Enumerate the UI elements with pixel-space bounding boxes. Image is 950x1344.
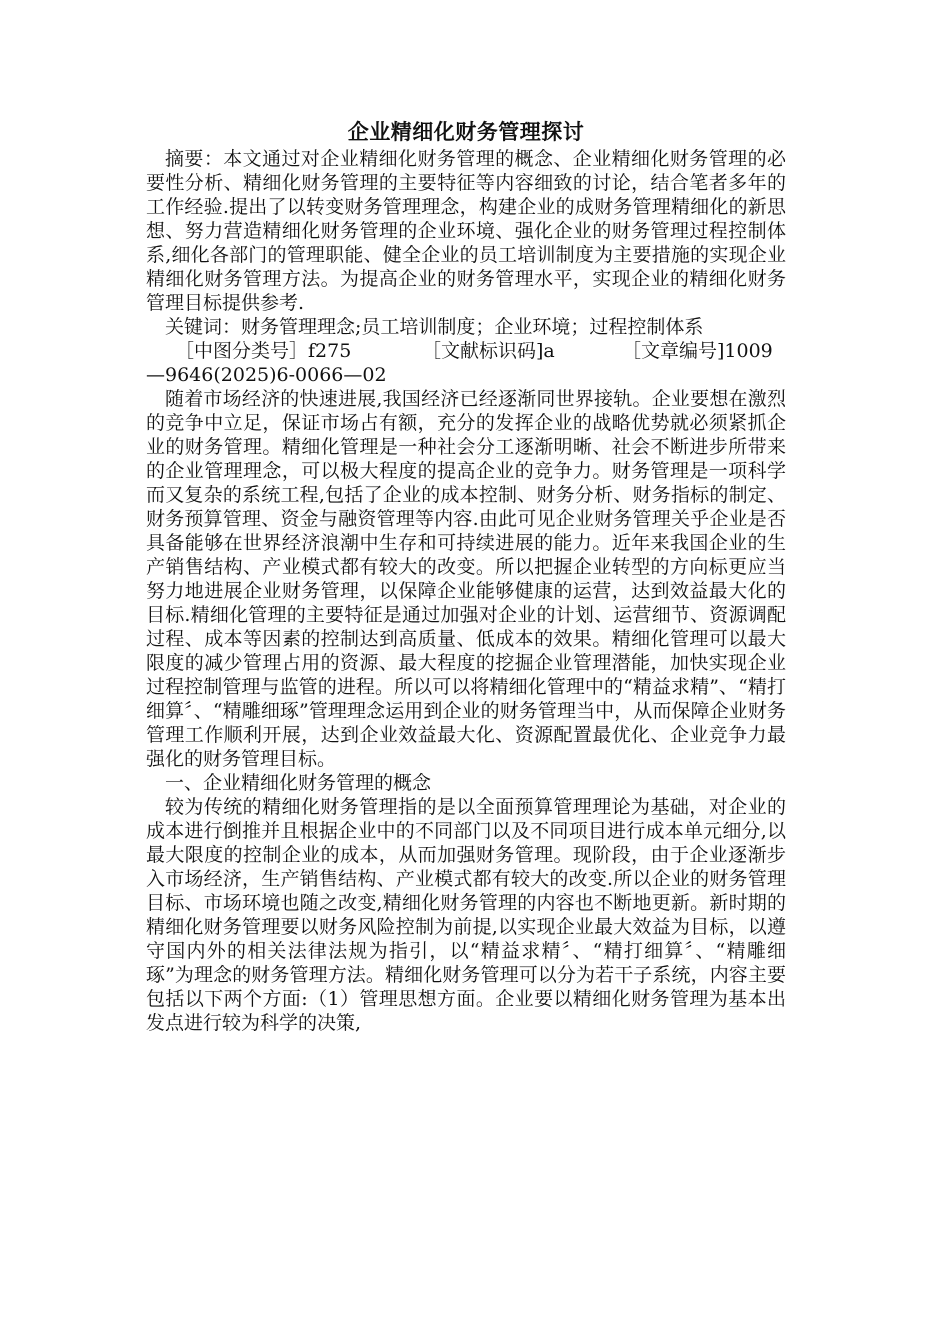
section-heading-1: 一、企业精细化财务管理的概念: [165, 772, 432, 794]
document-code: ［文献标识码]a: [422, 340, 555, 362]
article-number-continuation: —9646(2025)6-0066—02: [146, 364, 387, 386]
document-page: [146, 118, 786, 1035]
keywords-paragraph: 关键词：财务管理理念;员工培训制度；企业环境；过程控制体系: [165, 316, 704, 338]
document-title: 企业精细化财务管理探讨: [347, 119, 585, 144]
classification-row: [146, 339, 786, 363]
section-1-paragraph: 较为传统的精细化财务管理指的是以全面预算管理理论为基础，对企业的成本进行倒推并且根据企业中的不同部门以及不同项目进行成本单元细分,以最大限度的控制企业的成本，从而加强财务管理。现阶段，由于企业逐渐步入市场经济，生产销售结构、产业模式都有较大的改变.所以企业的财务管理目标、市场环境也随之改变,精细化财务管理的内容也不断地更新。新时期的精细化财务管理要以财务风险控制为前提,以实现企业最大效益为目标，以遵守国内外的相关法律法规为指引，以“精益求精〞、“精打细算〞、“精雕细琢”为理念的财务管理方法。精细化财务管理可以分为若干子系统，内容主要包括以下两个方面:（1）管理思想方面。企业要以精细化财务管理为基本出发点进行较为科学的决策,: [146, 796, 786, 1034]
article-number: ［文章编号]1009: [622, 340, 773, 362]
intro-paragraph: 随着市场经济的快速进展,我国经济已经逐渐同世界接轨。企业要想在激烈的竞争中立足，保证市场占有额，充分的发挥企业的战略优势就必须紧抓企业的财务管理。精细化管理是一种社会分工逐渐明晰、社会不断进步所带来的企业管理理念，可以极大程度的提高企业的竞争力。财务管理是一项科学而又复杂的系统工程,包括了企业的成本控制、财务分析、财务指标的制定、财务预算管理、资金与融资管理等内容.由此可见企业财务管理关乎企业是否具备能够在世界经济浪潮中生存和可持续进展的能力。近年来我国企业的生产销售结构、产业模式都有较大的改变。所以把握企业转型的方向标更应当努力地进展企业财务管理，以保障企业能够健康的运营，达到效益最大化的目标.精细化管理的主要特征是通过加强对企业的计划、运营细节、资源调配过程、成本等因素的控制达到高质量、低成本的效果。精细化管理可以最大限度的减少管理占用的资源、最大程度的挖掘企业管理潜能，加快实现企业过程控制管理与监管的进程。所以可以将精细化管理中的“精益求精”、“精打细算〞、“精雕细琢”管理理念运用到企业的财务管理当中，从而保障企业财务管理工作顺利开展，达到企业效益最大化、资源配置最优化、企业竞争力最强化的财务管理目标。: [146, 388, 786, 770]
abstract-paragraph: 摘要：本文通过对企业精细化财务管理的概念、企业精细化财务管理的必要性分析、精细化财务管理的主要特征等内容细致的讨论，结合笔者多年的工作经验.提出了以转变财务管理理念，构建企业的成财务管理精细化的新思想、努力营造精细化财务管理的企业环境、强化企业的财务管理过程控制体系,细化各部门的管理职能、健全企业的员工培训制度为主要措施的实现企业精细化财务管理方法。为提高企业的财务管理水平，实现企业的精细化财务管理目标提供参考.: [146, 148, 786, 314]
clc-number: ［中图分类号］f275: [175, 340, 352, 362]
